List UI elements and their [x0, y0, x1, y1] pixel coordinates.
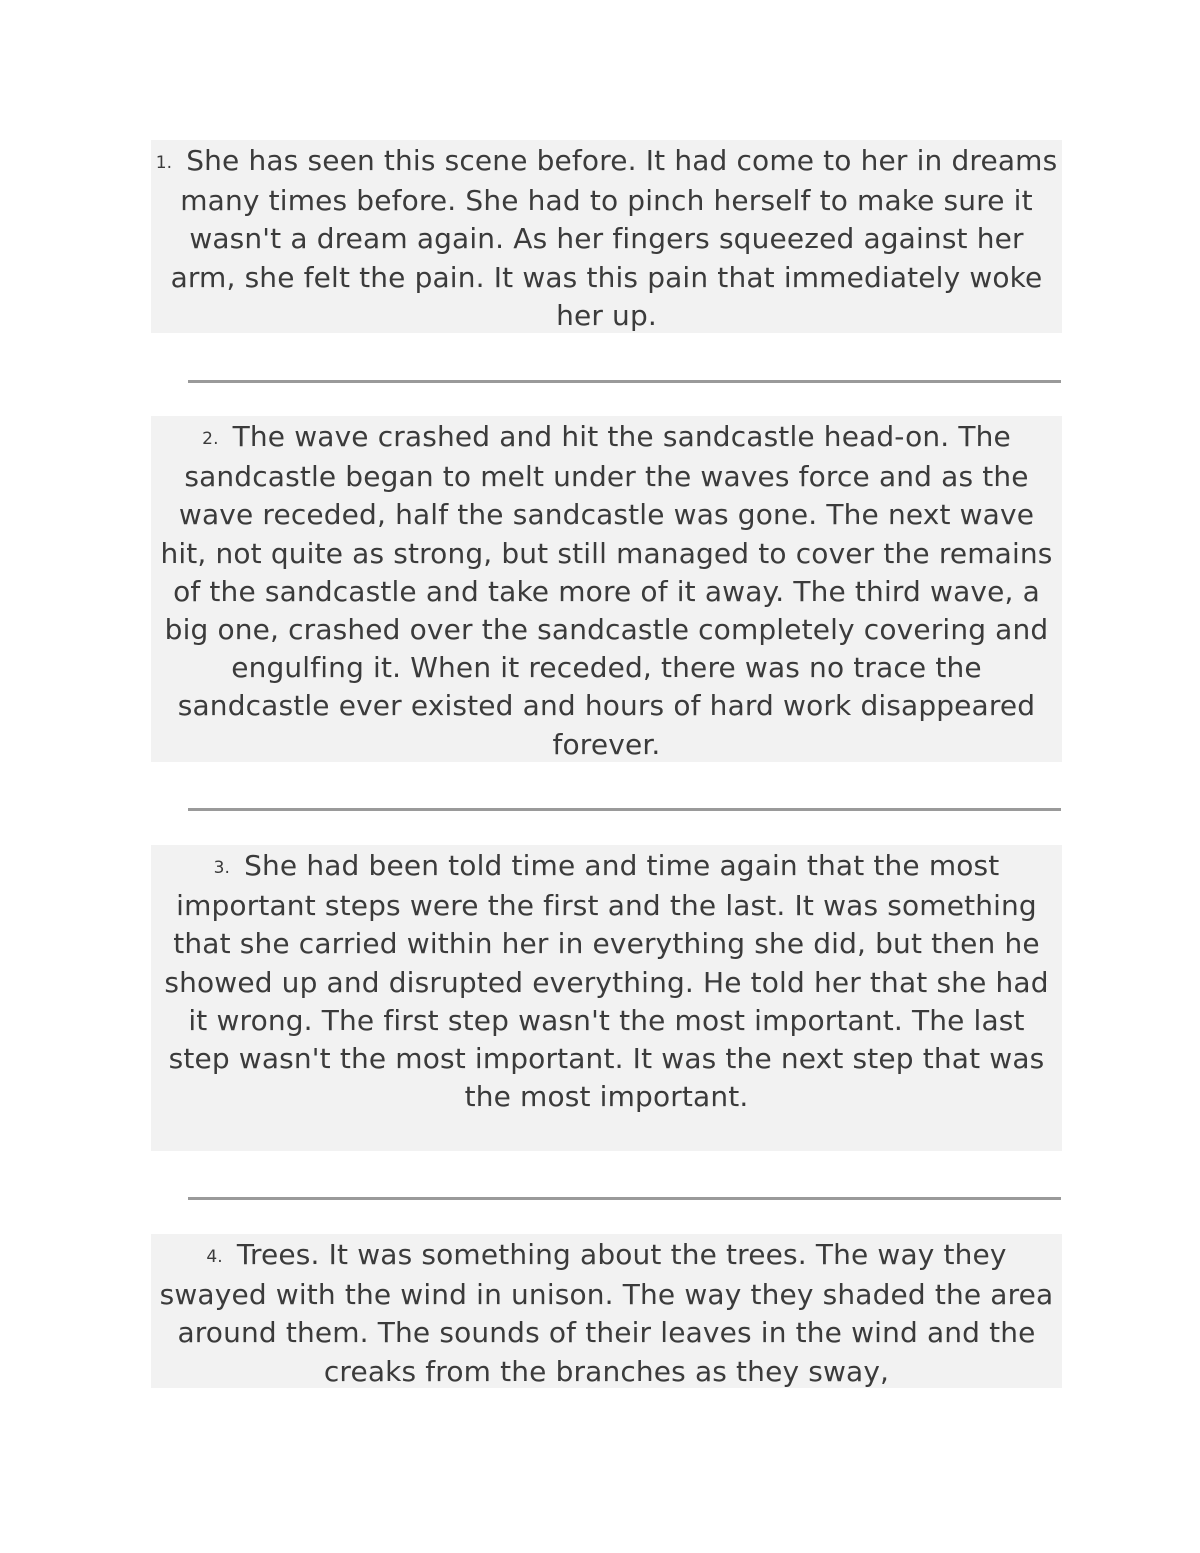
paragraph	[155, 1236, 1058, 1388]
item-number: 4.	[206, 1247, 223, 1267]
paragraph-text: Trees. It was something about the trees. The way they swayed with the wind in unison. The way they shaded the area around them. The sounds of their leaves in the wind and the creaks from the branches as they sway,	[159, 1238, 1054, 1388]
paragraph	[155, 418, 1058, 764]
horizontal-rule	[188, 380, 1061, 383]
paragraph-text: The wave crashed and hit the sandcastle head-on. The sandcastle began to melt under the waves force and as the wave receded, half the sandcastle was gone. The next wave hit, not quite as strong, but still managed to cover the remains of the sandcastle and take more of it away. The third wave, a big one, crashed over the sandcastle completely covering and engulfing it. When it receded, there was no trace the sandcastle ever existed and hours of hard work disappeared forever.	[160, 420, 1053, 761]
list-item	[151, 1234, 1062, 1388]
item-number: 1.	[155, 153, 173, 173]
item-number: 2.	[202, 429, 219, 449]
horizontal-rule	[188, 1197, 1061, 1200]
horizontal-rule	[188, 808, 1061, 811]
list-item	[151, 845, 1062, 1151]
list-item	[151, 416, 1062, 762]
list-item	[151, 140, 1062, 333]
paragraph	[155, 847, 1058, 1116]
paragraph	[155, 142, 1058, 335]
paragraph-text: She had been told time and time again that the most important steps were the first and the last. It was something that she carried within her in everything she did, but then he showed up and disrupted everything. He told her that she had it wrong. The first step wasn't the most important. The last step wasn't the most important. It was the next step that was the most important.	[164, 849, 1049, 1114]
paragraph-text: She has seen this scene before. It had come to her in dreams many times before. She had to pinch herself to make sure it wasn't a dream again. As her fingers squeezed against her arm, she felt the pain. It was this pain that immediately woke her up.	[170, 144, 1058, 332]
item-number: 3.	[213, 858, 231, 878]
